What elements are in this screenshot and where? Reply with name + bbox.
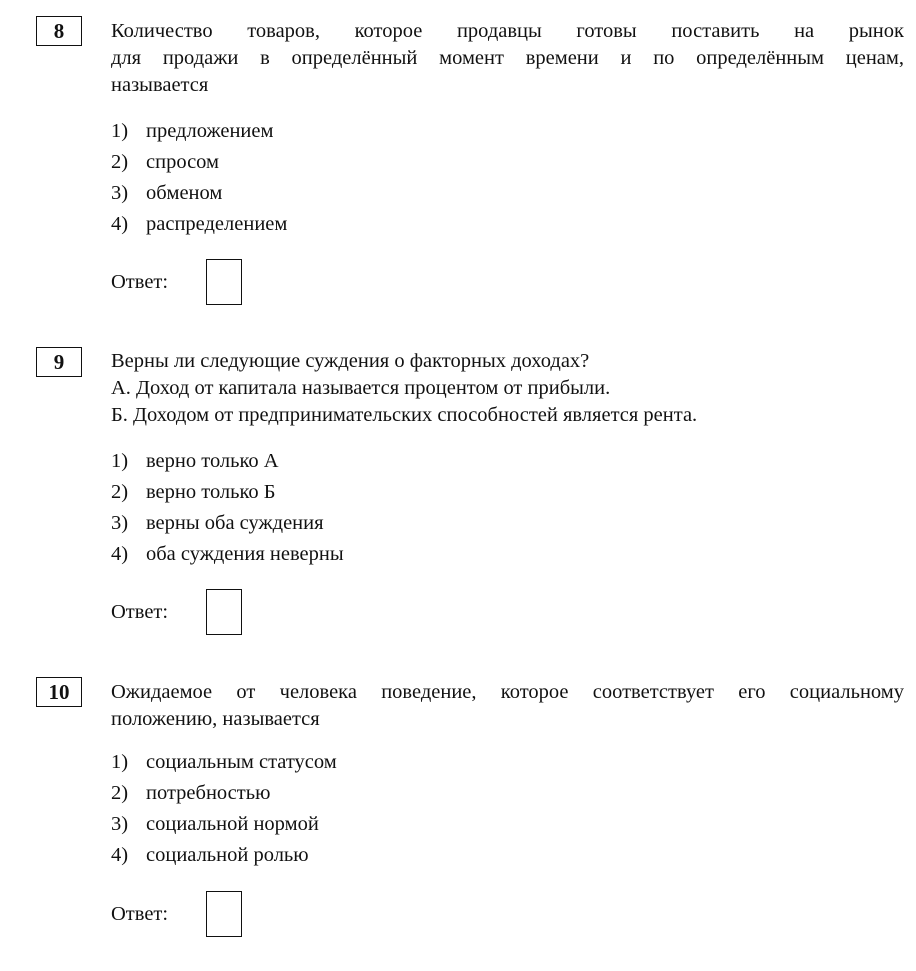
question-line: положению, называется [111,708,320,730]
question-line: Б. Доходом от предпринимательских способностей является рента. [111,404,698,426]
option-text: социальной ролью [146,844,309,866]
option-text: верно только Б [146,481,276,503]
question-line: для продажи в определённый момент времени и по определённым ценам, [111,47,904,69]
option-number: 3) [111,813,129,835]
options-list [111,446,344,570]
option-item [111,446,344,477]
option-text: социальным статусом [146,751,337,773]
task-number-box [36,347,82,377]
question-text [111,679,904,733]
option-number: 4) [111,213,129,235]
option-text: обменом [146,182,223,204]
task-number-box [36,16,82,46]
task-number: 10 [48,679,70,704]
option-item [111,840,337,871]
option-item [111,508,344,539]
option-item [111,747,337,778]
option-number: 3) [111,182,129,204]
option-text: верно только А [146,450,279,472]
option-number: 2) [111,782,129,804]
task-number: 8 [53,18,65,43]
answer-input-box[interactable] [206,891,242,937]
question-text [111,18,904,99]
option-text: социальной нормой [146,813,319,835]
option-text: верны оба суждения [146,512,324,534]
answer-input-box[interactable] [206,259,242,305]
question-line: называется [111,74,209,96]
options-list [111,747,337,871]
option-number: 2) [111,481,129,503]
option-item [111,477,344,508]
answer-input-box[interactable] [206,589,242,635]
option-text: распределением [146,213,288,235]
answer-label: Ответ: [111,903,169,925]
answer-label: Ответ: [111,601,169,623]
option-item [111,809,337,840]
option-number: 4) [111,844,129,866]
option-text: спросом [146,151,220,173]
option-number: 4) [111,543,129,565]
task-number-box [36,677,82,707]
question-line: Верны ли следующие суждения о факторных доходах? [111,350,590,372]
option-number: 2) [111,151,129,173]
option-item [111,147,287,178]
option-item [111,178,287,209]
option-item [111,539,344,570]
option-text: оба суждения неверны [146,543,344,565]
option-number: 1) [111,120,129,142]
answer-label: Ответ: [111,271,169,293]
option-number: 1) [111,450,129,472]
option-number: 1) [111,751,129,773]
option-text: предложением [146,120,274,142]
question-text [111,348,904,429]
question-line: Количество товаров, которое продавцы готовы поставить на рынок [111,20,904,42]
option-text: потребностью [146,782,271,804]
question-line: Ожидаемое от человека поведение, которое соответствует его социальному [111,681,904,703]
option-item [111,116,287,147]
options-list [111,116,287,240]
option-item [111,209,287,240]
question-line: А. Доход от капитала называется процентом от прибыли. [111,377,611,399]
option-item [111,778,337,809]
task-number: 9 [53,349,65,374]
option-number: 3) [111,512,129,534]
